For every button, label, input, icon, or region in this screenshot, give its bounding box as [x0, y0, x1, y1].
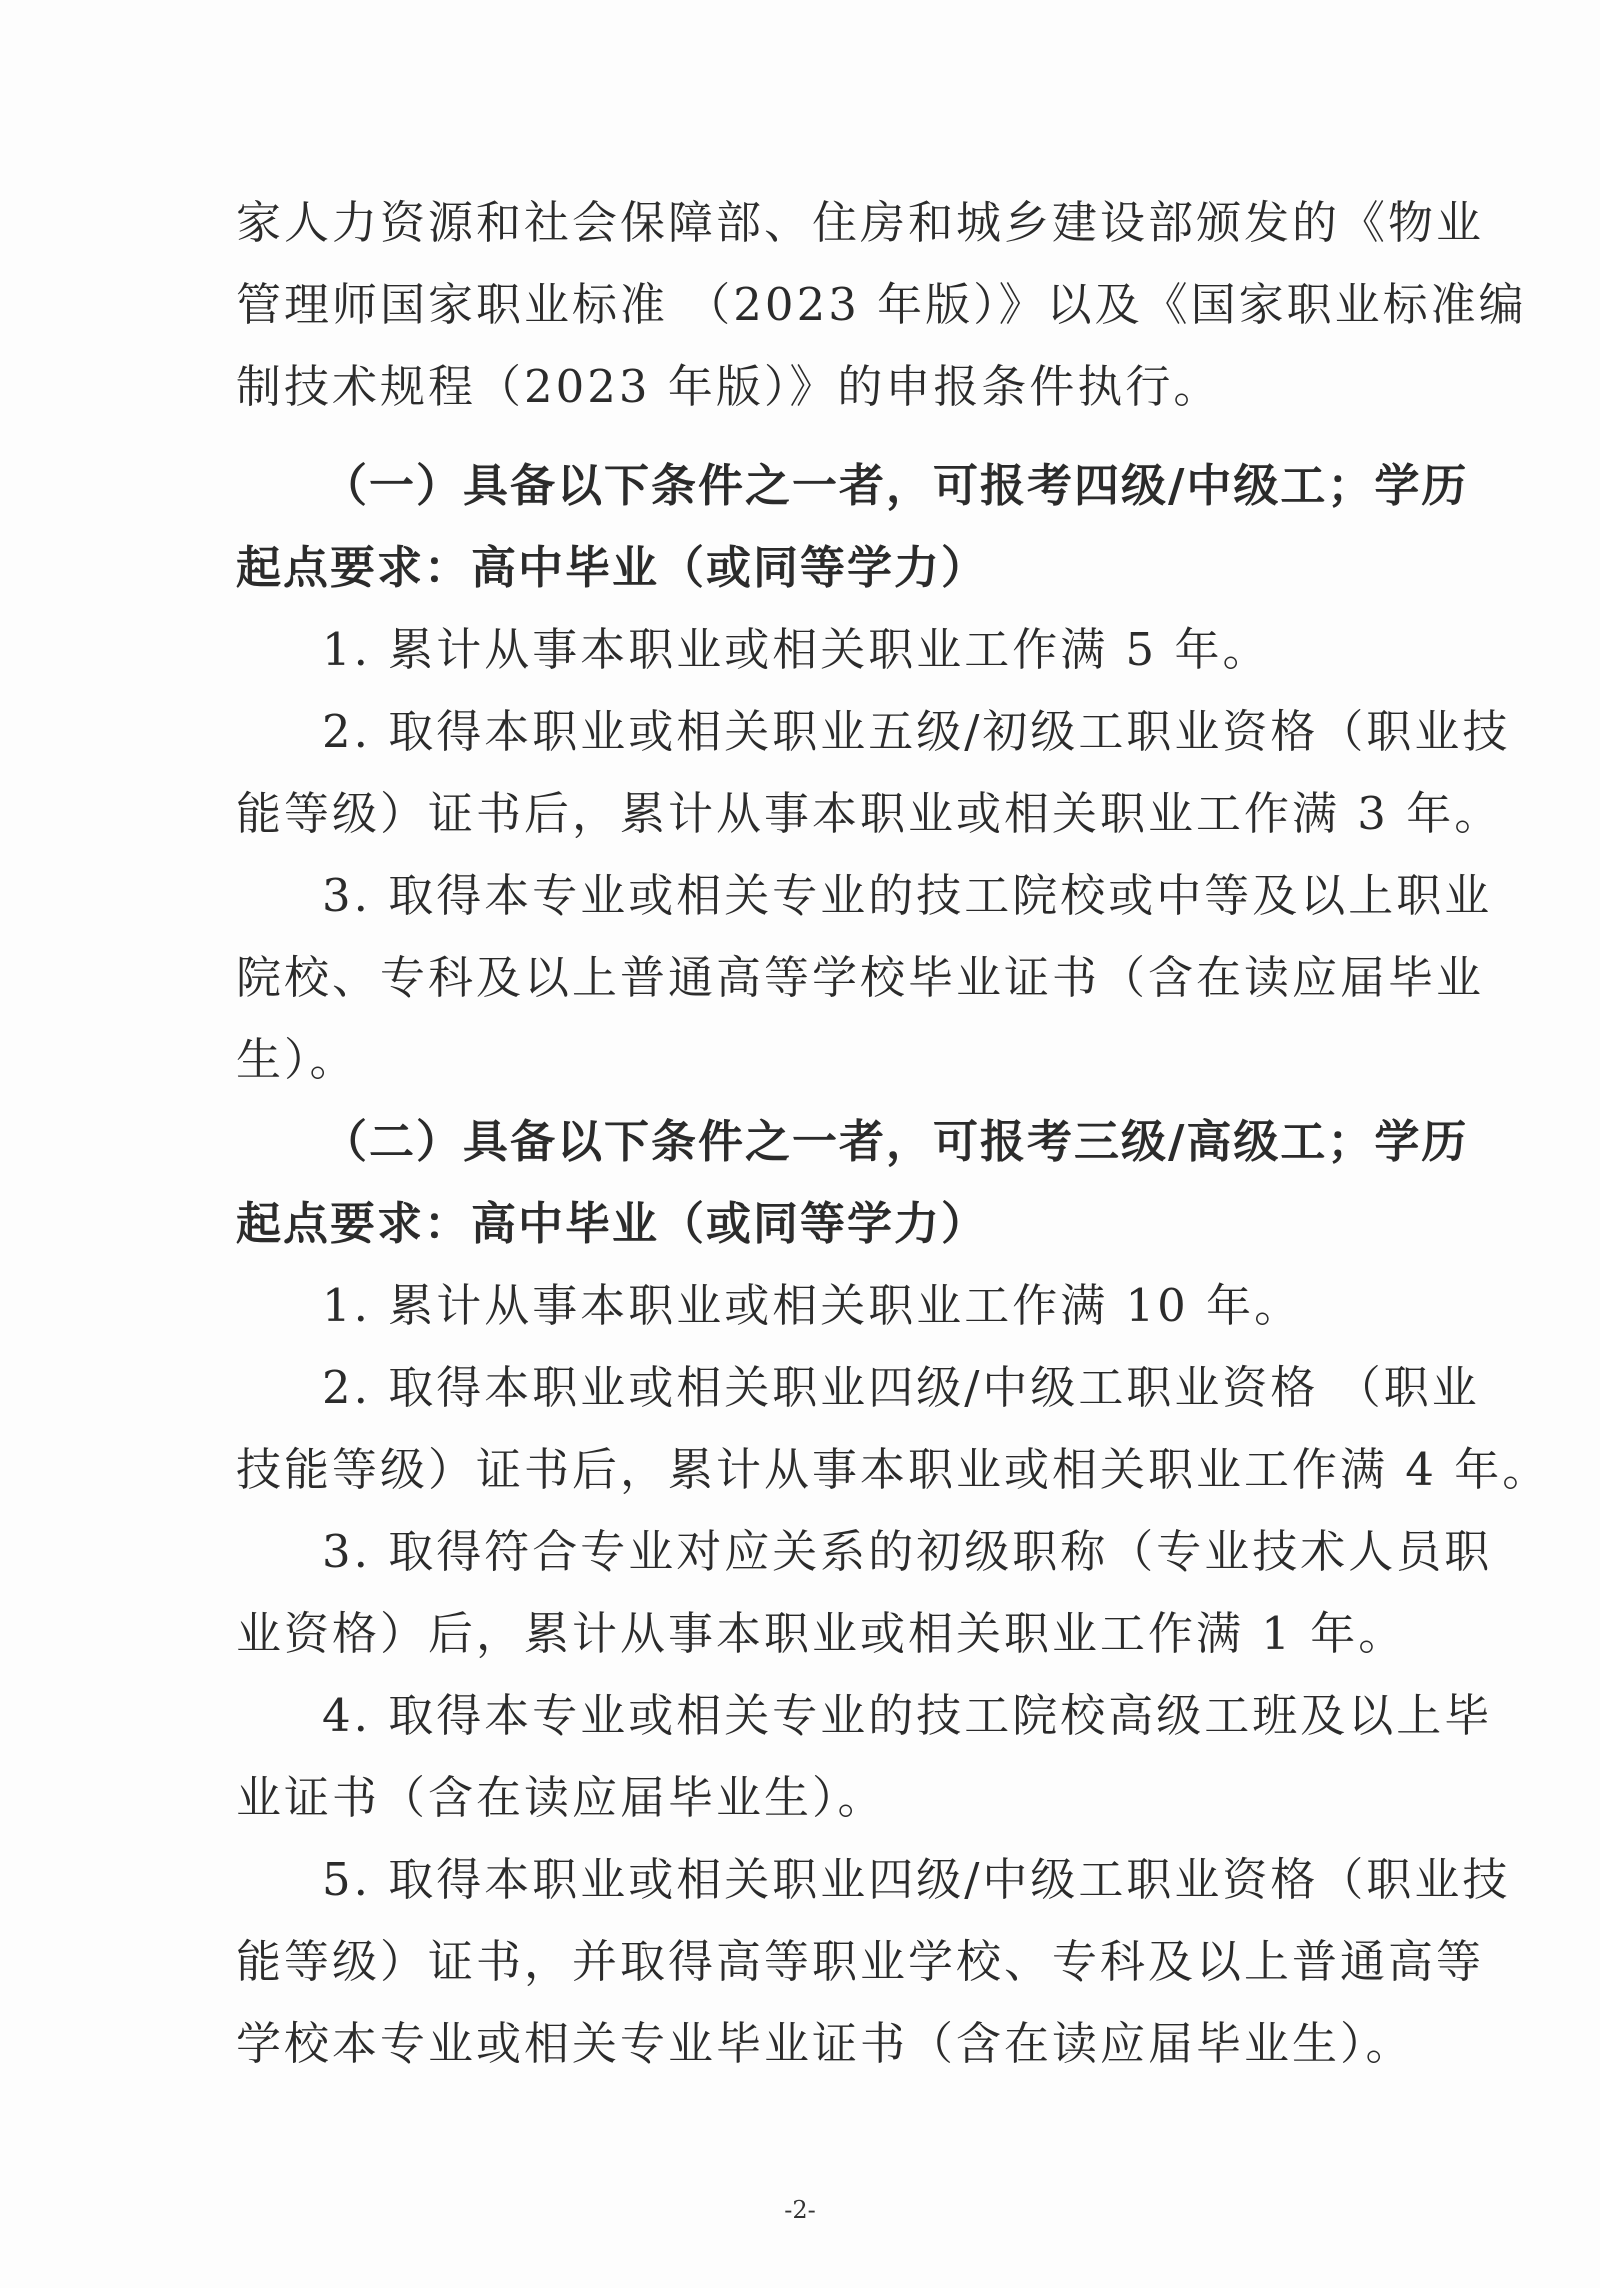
- list-item: 4. 取得本专业或相关专业的技工院校高级工班及以上毕: [322, 1689, 1493, 1742]
- list-item-cont: 学校本专业或相关专业毕业证书（含在读应届毕业生）。: [236, 2017, 1414, 2070]
- list-item-cont: 业资格）后，累计从事本职业或相关职业工作满 1 年。: [236, 1607, 1407, 1660]
- paragraph-line: 制技术规程（2023 年版）》的申报条件执行。: [236, 360, 1222, 413]
- paragraph-line: 管理师国家职业标准 （2023 年版）》以及《国家职业标准编: [236, 278, 1527, 331]
- list-item-cont: 业证书（含在读应届毕业生）。: [236, 1771, 886, 1824]
- list-item: 2. 取得本职业或相关职业四级/中级工职业资格 （职业: [322, 1361, 1480, 1414]
- list-item: 2. 取得本职业或相关职业五级/初级工职业资格（职业技: [322, 705, 1511, 758]
- list-item: 1. 累计从事本职业或相关职业工作满 10 年。: [322, 1279, 1303, 1332]
- list-item: 3. 取得本专业或相关专业的技工院校或中等及以上职业: [322, 869, 1493, 922]
- list-item: 1. 累计从事本职业或相关职业工作满 5 年。: [322, 623, 1271, 676]
- list-item-cont: 能等级）证书后，累计从事本职业或相关职业工作满 3 年。: [236, 787, 1503, 840]
- section-heading-1-cont: 起点要求：高中毕业（或同等学力）: [236, 541, 989, 594]
- section-heading-2: （二）具备以下条件之一者，可报考三级/高级工；学历: [322, 1115, 1469, 1168]
- list-item-cont: 技能等级）证书后，累计从事本职业或相关职业工作满 4 年。: [236, 1443, 1551, 1496]
- list-item-cont: 生）。: [236, 1033, 358, 1086]
- list-item: 5. 取得本职业或相关职业四级/中级工职业资格（职业技: [322, 1853, 1511, 1906]
- list-item-cont: 能等级）证书，并取得高等职业学校、专科及以上普通高等: [236, 1935, 1485, 1988]
- page-number: -2-: [784, 2196, 816, 2224]
- section-heading-1: （一）具备以下条件之一者，可报考四级/中级工；学历: [322, 459, 1469, 512]
- list-item-cont: 院校、专科及以上普通高等学校毕业证书（含在读应届毕业: [236, 951, 1485, 1004]
- list-item: 3. 取得符合专业对应关系的初级职称（专业技术人员职: [322, 1525, 1493, 1578]
- paragraph-line: 家人力资源和社会保障部、住房和城乡建设部颁发的《物业: [236, 196, 1485, 249]
- section-heading-2-cont: 起点要求：高中毕业（或同等学力）: [236, 1197, 989, 1250]
